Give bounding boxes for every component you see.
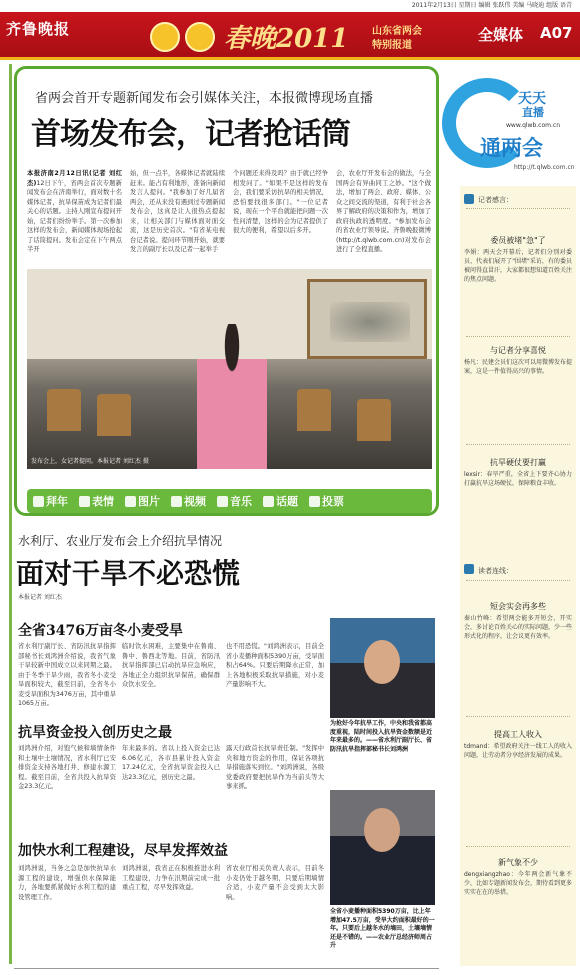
official-portrait-1	[330, 618, 435, 718]
story2-sub2-col1: 刘鸿洲介绍，对饱气候和墒情条件和土壤中土壤情况，省水利厅已安排资金支持各地打井、修建水源工程。截至目前，全省共投入抗旱资金23.3亿元。	[18, 745, 116, 790]
page-banner	[0, 12, 580, 60]
lead-col1-text: 12日下午，省两会首次专题新闻发布会在济南举行，面对数十名媒体记者，抗旱保苗成为记者们最关心的话题。主持人刚宣布提问开始，记者们纷纷举手。第一次参加这样的发布会，新闻媒体现场抢起了话筒提问。发布会定在下午两点半开	[27, 179, 122, 253]
story2-sub3-col2: 刘鸿洲说，我省正在积极推进水利工程建设，力争在汛期前完成一批重点工程，尽早发挥效益。	[122, 865, 220, 891]
story2-headline: 面对干旱不必恐慌	[16, 557, 241, 590]
lead-column-3: 个问题还来得及吗？由于就已经争相发问了。"如果不是这样的发布会，我们要采访抗旱的相关情况，恐怕要找很多部门。"一位记者说，现在一个平台就能把问题一次性问清楚，这样的会为记者提供了很大的便利，希望以后多开。	[233, 170, 328, 234]
story2-sub2-col2: 年来最多的。省以上投入资金已达6.06亿元，各市县累计投入资金17.24亿元，全省抗旱资金投入已达23.3亿元，创历史之最。	[122, 745, 220, 781]
toolbar-item-bainian[interactable]: 拜年	[33, 493, 68, 509]
sidebar-card-2: 与记者分享喜悦 杨凡：民建会员们这次可以用微博发布提案，这是一件值得高兴的事情。	[464, 346, 573, 375]
vote-icon	[309, 496, 320, 507]
toolbar-item-video[interactable]: 视频	[171, 493, 206, 509]
national-emblem-icon	[150, 22, 180, 52]
special-subtitle-1: 山东省两会	[372, 26, 422, 37]
toolbar-item-vote[interactable]: 投票	[309, 493, 344, 509]
story2-sub1-col1: 省水利厅副厅长、省防汛抗旱指挥部秘书长刘鸿洲介绍说，我省气象干旱较新中国成立以来同期之最。由于冬季干旱少雨，我省冬小麦受旱面积较大，截至目前，全省冬小麦受旱面积为3476万亩，其中重旱1065万亩。	[18, 643, 116, 707]
reporter-figure	[197, 324, 267, 469]
official-portrait-2	[330, 790, 435, 905]
sidebar-card-1: 委员被堵"急"了 李娟：两天会开幕后，记者们分别对委员、代表们展开了"围堵"采访，有的委员被问得直冒汗，大家都很想知道百姓关注的焦点问题。	[464, 236, 573, 283]
sidebar-card-6: 新气象不少 dengxiangzhao：今年两会新气象不少，比如专题新闻发布会，期待看到更多实实在在的举措。	[464, 858, 573, 896]
story2-sub2-col3: 露天行政首长抗旱责任制。"发挥中央和地方资金的作用，保证各项抗旱措施落实到位。"刘鸿洲说，各级党委政府要把抗旱作为当前头等大事来抓。	[226, 745, 324, 790]
special-title: 春晚2011	[224, 24, 349, 54]
newspaper-name: 齐鲁晚报	[6, 20, 71, 38]
lead-story-box	[14, 66, 439, 516]
lead-byline: 本报济南2月12日讯(记者 刘红杰)	[27, 170, 122, 187]
story2-sub1-col3: 也不用恐慌。"刘鸿洲表示，目前全省小麦播种面积5390万亩，受旱面积占64%。只要后期降水正常，加上各地积极采取抗旱措施，对小麦产量影响不大。	[226, 643, 324, 688]
photo-caption: 发布会上，女记者提问。本报记者 刘红杰 摄	[31, 458, 149, 465]
toolbar-item-music[interactable]: 音乐	[217, 493, 252, 509]
page-number: A07	[540, 24, 573, 42]
story2-byline: 本报记者 刘红杰	[18, 594, 62, 601]
story2-sub3-col3: 省农业厅相关负责人表示，目前冬小麦仍处于越冬期，只要后期墒情合适，小麦产量不会受到太大影响。	[226, 865, 324, 901]
sidebar-header-readers: 读者连线：	[478, 567, 513, 575]
logo-name: 通两会	[480, 136, 543, 160]
logo-url[interactable]: www.qlwb.com.cn	[506, 122, 560, 129]
sidebar-header-reporters: 记者感言：	[478, 196, 513, 204]
live-logo	[440, 74, 575, 184]
image-icon	[125, 496, 136, 507]
logo-line2: 直播	[522, 106, 544, 119]
pen-icon	[464, 194, 474, 204]
music-icon	[217, 496, 228, 507]
wall-painting	[307, 279, 427, 359]
topic-icon	[263, 496, 274, 507]
sidebar-card-4: 短会实会再多些 秦山竹峰：希望两会能多开短会、开实会，多讨论百姓关心的实际问题，少一些形式化的程序，让会议更有效率。	[464, 602, 573, 640]
story2-subhead-3: 加快水利工程建设，尽早发挥效益	[18, 843, 228, 859]
lead-headline: 首场发布会，记者抢话筒	[31, 117, 350, 152]
sidebar-card-3: 抗旱硬仗要打赢 lexsir：春旱严重，全省上下要齐心协力打赢抗旱这场硬仗，保障粮食丰收。	[464, 458, 572, 487]
lead-kicker: 省两会首开专题新闻发布会引媒体关注，本报微博现场直播	[35, 91, 374, 106]
sidebar-card-5: 提高工人收入 tdmand：希望政府关注一线工人的收入问题，让劳动者分享经济发展的成果。	[464, 730, 572, 759]
toolbar-item-topic[interactable]: 话题	[263, 493, 298, 509]
portrait-2-caption: 全省小麦播种面积5390万亩，比上年增加47.5万亩，受旱大约面积最好的一年。只要后上越冬水的墒田，土壤墒情还是不错的。——农业厅总经济师周占升	[330, 908, 435, 949]
story2-sub1-col2: 临时饮水困难，主要集中在鲁南、鲁中、鲁西北等地。目前，省防汛抗旱指挥部已启动抗旱应急响应，各地正全力组织抗旱保苗，确保群众饮水安全。	[122, 643, 220, 688]
toolbar-item-image[interactable]: 图片	[125, 493, 160, 509]
story2-subhead-2: 抗旱资金投入创历史之最	[18, 725, 172, 741]
logo-line1: 天天	[518, 91, 546, 107]
top-info-bar: 2011年2月13日 星期日 编辑 张跃伟 美编 马晓迪 组版 语青	[411, 2, 572, 9]
portrait-1-caption: 为抢好今年抗旱工作，中央和我省都高度重视，陆时间投入抗旱资金数额是近年来最多的。——省水利厅副厅长、省防汛抗旱指挥部秘书长刘鸿洲	[330, 720, 433, 753]
smiley-icon	[79, 496, 90, 507]
special-subtitle-2: 特别报道	[372, 40, 412, 51]
story2-kicker: 水利厅、农业厅发布会上介绍抗旱情况	[18, 534, 223, 548]
logo-weibo-url[interactable]: http://t.qlwb.com.cn	[514, 164, 575, 171]
pen-icon-2	[464, 564, 474, 574]
lead-column-4: 会，农业厅开发布会的做法，与全国两会有异曲同工之妙。"这个做法，增加了两会、政府、媒体、公众之间交流的渠道，有利于社会各界了解政府的决策和作为，增加了政府执政的透明度。"参加发布会的省农业厅领导说。齐鲁晚报微博(http://t.qlwb.com.cn)对发布会进行了全程直播。	[336, 170, 431, 253]
left-decorative-rule	[9, 64, 12, 964]
lead-column-1	[27, 169, 122, 265]
party-emblem-icon	[185, 22, 215, 52]
sidebar	[460, 186, 576, 966]
section-name: 全媒体	[478, 26, 524, 44]
story2-subhead-1: 全省3476万亩冬小麦受旱	[18, 623, 183, 639]
story2-sub3-col1: 刘鸿洲说，当务之急是加快抗旱水源工程的建设，增强供水保障能力，各地要抓紧做好水利工程的建设管理工作。	[18, 865, 116, 901]
press-conference-photo	[27, 269, 432, 469]
lead-column-2: 始，但一点半，各媒体记者就陆续赶来。能占有利地形，准备向新闻发言人提问。"我参加了好几届省两会，还从来没有遇到过专题新闻发布会，这真是让人很热点提起来，让相关部门与媒体面对面交流，这是历史首次。"有省某电视台记者说。提问环节刚开始，就要发言的副厅长以及记者一起举手	[130, 170, 225, 253]
toolbar-item-emoji[interactable]: 表情	[79, 493, 114, 509]
greeting-icon	[33, 496, 44, 507]
weibo-toolbar	[27, 489, 432, 513]
video-icon	[171, 496, 182, 507]
footer-rule	[14, 968, 439, 969]
